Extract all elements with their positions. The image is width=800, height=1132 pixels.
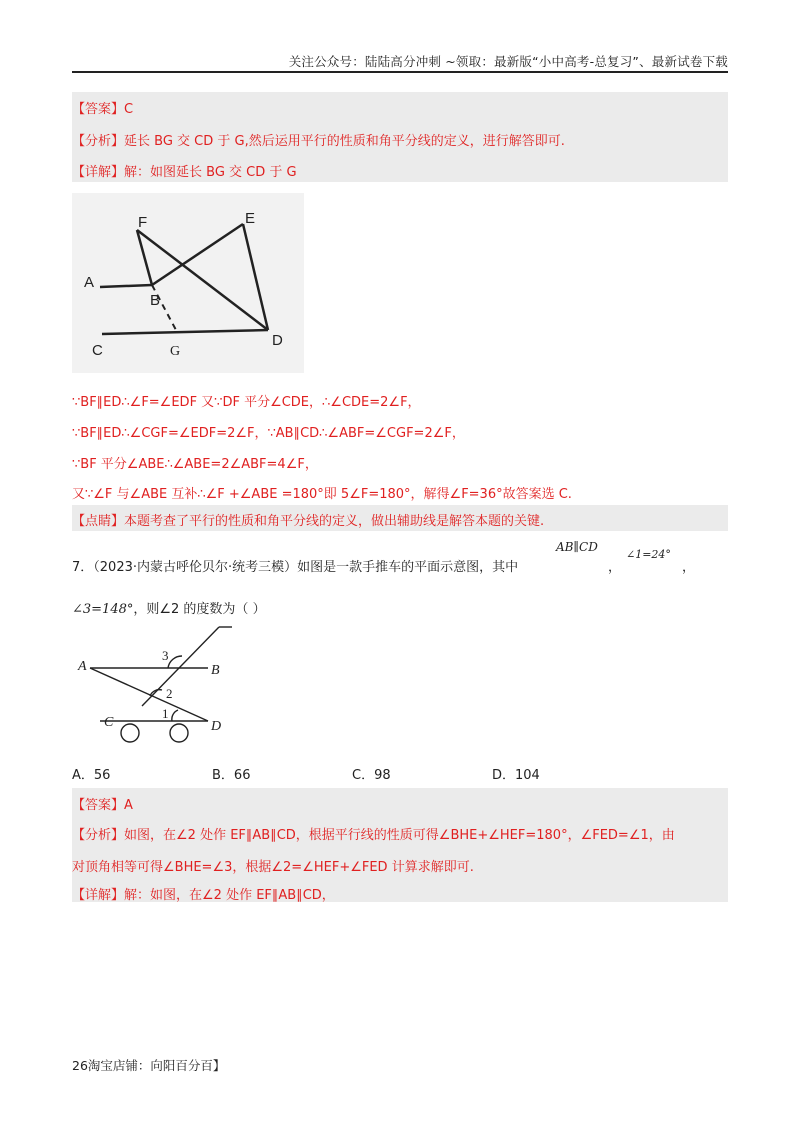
- q7-answer-tag: 【答案】: [72, 798, 125, 813]
- fig1-label-f: F: [138, 214, 148, 231]
- option-d-letter: D．: [492, 768, 516, 783]
- option-b-value: 66: [233, 768, 251, 783]
- q7-detail-tag: 【详解】: [72, 888, 125, 903]
- fig2-label-c: C: [104, 715, 114, 730]
- answer-line: [72, 98, 133, 117]
- q7-question: ，则∠2 的度数为（ ）: [133, 602, 266, 617]
- footer-text: 淘宝店铺：向阳百分百】: [87, 1058, 226, 1073]
- analysis-text: 延长 BG 交 CD 于 G,然后运用平行的性质和角平分线的定义，进行解答即可.: [124, 134, 565, 149]
- fig2-angle-3: 3: [162, 648, 169, 663]
- fig2-angle-1: 1: [162, 706, 169, 721]
- figure-cart-svg: [72, 620, 242, 750]
- fig2-label-b: B: [211, 663, 220, 678]
- q7-number: 7．: [72, 560, 94, 575]
- fig1-label-b: B: [150, 292, 161, 309]
- detail-text: 解：如图延长 BG 交 CD 于 G: [124, 165, 297, 180]
- q7-stem: 如图是一款手推车的平面示意图，其中: [297, 560, 519, 575]
- point-tag: 【点睛】: [72, 514, 125, 529]
- fig1-label-a: A: [84, 274, 95, 291]
- fig1-label-c: C: [92, 342, 103, 359]
- q7-analysis-text1: 如图，在∠2 处作 EF∥AB∥CD，根据平行线的性质可得∠BHE+∠HEF=180°，∠FED=∠1，由: [124, 828, 675, 843]
- q7-answer-line: [72, 794, 133, 813]
- figure-cart: [72, 620, 242, 750]
- option-d[interactable]: [492, 764, 540, 783]
- q7-detail-line: [72, 884, 335, 903]
- fig2-label-d: D: [211, 719, 222, 734]
- option-a[interactable]: [72, 764, 110, 783]
- q7-analysis-line1: [72, 824, 675, 843]
- fig1-label-e: E: [245, 210, 256, 227]
- option-c-value: 98: [374, 768, 391, 783]
- option-a-letter: A．: [72, 768, 94, 783]
- option-c[interactable]: [352, 764, 391, 783]
- fig1-label-g: G: [170, 344, 181, 359]
- option-b[interactable]: [212, 764, 250, 783]
- q7-analysis-tag: 【分析】: [72, 828, 125, 843]
- point-text: 本题考查了平行的性质和角平分线的定义，做出辅助线是解答本题的关键.: [124, 514, 545, 529]
- step-line-3: ∵BF 平分∠ABE∴∠ABE=2∠ABF=4∠F，: [72, 457, 318, 472]
- q7-source: （2023·内蒙古呼伦贝尔·统考三模）: [93, 560, 298, 575]
- option-c-letter: C．: [352, 768, 375, 783]
- step-line-4: 又∵∠F 与∠ABE 互补∴∠F +∠ABE =180°即 5∠F=180°，解得∠F=36°故答案选 C.: [72, 487, 572, 502]
- q7-stem-line2: [72, 598, 266, 617]
- q7-stem-line1: [72, 556, 518, 575]
- page-number: 26: [72, 1058, 88, 1073]
- point-line: [72, 510, 544, 529]
- figure-bfed-svg: [72, 193, 304, 373]
- step-line-1: ∵BF∥ED∴∠F=∠EDF 又∵DF 平分∠CDE，∴∠CDE=2∠F，: [72, 395, 421, 410]
- fig2-label-a: A: [78, 659, 87, 674]
- fig1-label-d: D: [272, 332, 283, 349]
- q7-answer-value: A: [124, 798, 133, 813]
- q7-tail: ，: [682, 560, 696, 575]
- header-rule: [72, 71, 728, 73]
- detail-tag: 【详解】: [72, 165, 125, 180]
- detail-line: [72, 161, 297, 180]
- q7-cond3: ∠3=148°: [72, 602, 134, 617]
- option-a-value: 56: [93, 768, 111, 783]
- q7-detail-text: 解：如图，在∠2 处作 EF∥AB∥CD，: [124, 888, 335, 903]
- q7-cond2: ∠1=24°: [626, 548, 671, 561]
- step-line-2: ∵BF∥ED∴∠CGF=∠EDF=2∠F，∵AB∥CD∴∠ABF=∠CGF=2∠F，: [72, 426, 465, 441]
- q7-cond1: AB∥CD: [556, 540, 598, 554]
- answer-value: C: [124, 102, 134, 117]
- analysis-tag: 【分析】: [72, 134, 125, 149]
- answer-tag: 【答案】: [72, 102, 125, 117]
- analysis-line: [72, 130, 565, 149]
- q7-analysis-line2: 对顶角相等可得∠BHE=∠3，根据∠2=∠HEF+∠FED 计算求解即可.: [72, 860, 474, 875]
- figure-bfed: [72, 193, 304, 373]
- page-footer: [72, 1056, 225, 1074]
- q7-sep: ，: [608, 560, 622, 575]
- fig2-angle-2: 2: [166, 686, 173, 701]
- page-header: 关注公众号：陆陆高分冲刺 ~领取：最新版“小中高考-总复习”、最新试卷下载: [288, 54, 728, 69]
- option-b-letter: B．: [212, 768, 234, 783]
- option-d-value: 104: [515, 768, 540, 783]
